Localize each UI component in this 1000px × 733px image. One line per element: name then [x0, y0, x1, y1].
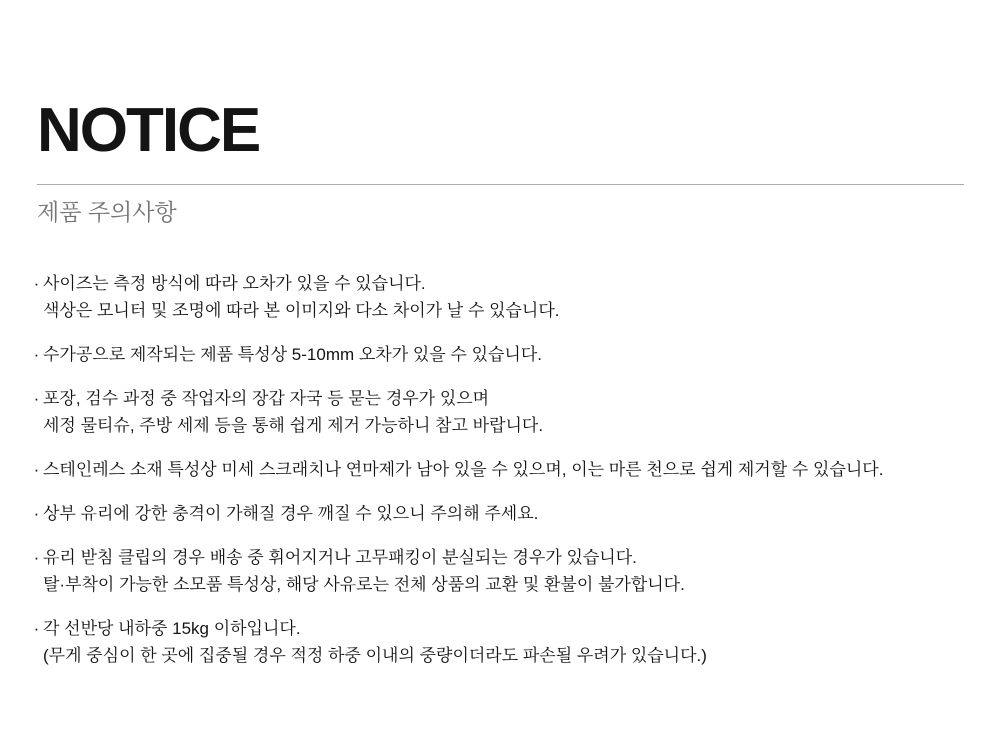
- notice-line: 상부 유리에 강한 충격이 가해질 경우 깨질 수 있으니 주의해 주세요.: [43, 504, 539, 523]
- notice-line: 유리 받침 클립의 경우 배송 중 휘어지거나 고무패킹이 분실되는 경우가 있습니다.: [43, 548, 637, 567]
- page-title: NOTICE: [37, 96, 260, 165]
- notice-line: (무게 중심이 한 곳에 집중될 경우 적정 하중 이내의 중량이더라도 파손될 우려가 있습니다.): [43, 646, 707, 665]
- notice-item-glass-clip: [30, 544, 964, 598]
- notice-item-handmade-tolerance: [30, 341, 964, 368]
- notice-list: [30, 270, 964, 669]
- notice-line: 사이즈는 측정 방식에 따라 오차가 있을 수 있습니다.: [43, 274, 426, 293]
- notice-item-glass-impact: [30, 500, 964, 527]
- notice-item-load-limit: [30, 615, 964, 669]
- bullet-dot: ·: [33, 274, 40, 293]
- notice-line: 색상은 모니터 및 조명에 따라 본 이미지와 다소 차이가 날 수 있습니다.: [43, 301, 560, 320]
- notice-line: 포장, 검수 과정 중 작업자의 장갑 자국 등 묻는 경우가 있으며: [43, 389, 490, 408]
- notice-line: 각 선반당 내하중 15kg 이하입니다.: [43, 619, 301, 638]
- notice-item-size-tolerance: [30, 270, 964, 324]
- bullet-dot: ·: [33, 345, 40, 364]
- notice-item-glove-marks: [30, 385, 964, 439]
- notice-line: 수가공으로 제작되는 제품 특성상 5-10mm 오차가 있을 수 있습니다.: [43, 345, 542, 364]
- notice-line: 스테인레스 소재 특성상 미세 스크래치나 연마제가 남아 있을 수 있으며, 이는 마른 천으로 쉽게 제거할 수 있습니다.: [43, 460, 884, 479]
- notice-line: 세정 물티슈, 주방 세제 등을 통해 쉽게 제거 가능하니 참고 바랍니다.: [43, 416, 544, 435]
- notice-item-stainless-scratch: [30, 456, 964, 483]
- bullet-dot: ·: [33, 389, 40, 408]
- bullet-dot: ·: [33, 548, 40, 567]
- notice-line: 탈·부착이 가능한 소모품 특성상, 해당 사유로는 전체 상품의 교환 및 환불이 불가합니다.: [43, 575, 685, 594]
- divider: [37, 184, 964, 185]
- bullet-dot: ·: [33, 619, 40, 638]
- page-subtitle: 제품 주의사항: [37, 199, 177, 225]
- bullet-dot: ·: [33, 504, 40, 523]
- bullet-dot: ·: [33, 460, 40, 479]
